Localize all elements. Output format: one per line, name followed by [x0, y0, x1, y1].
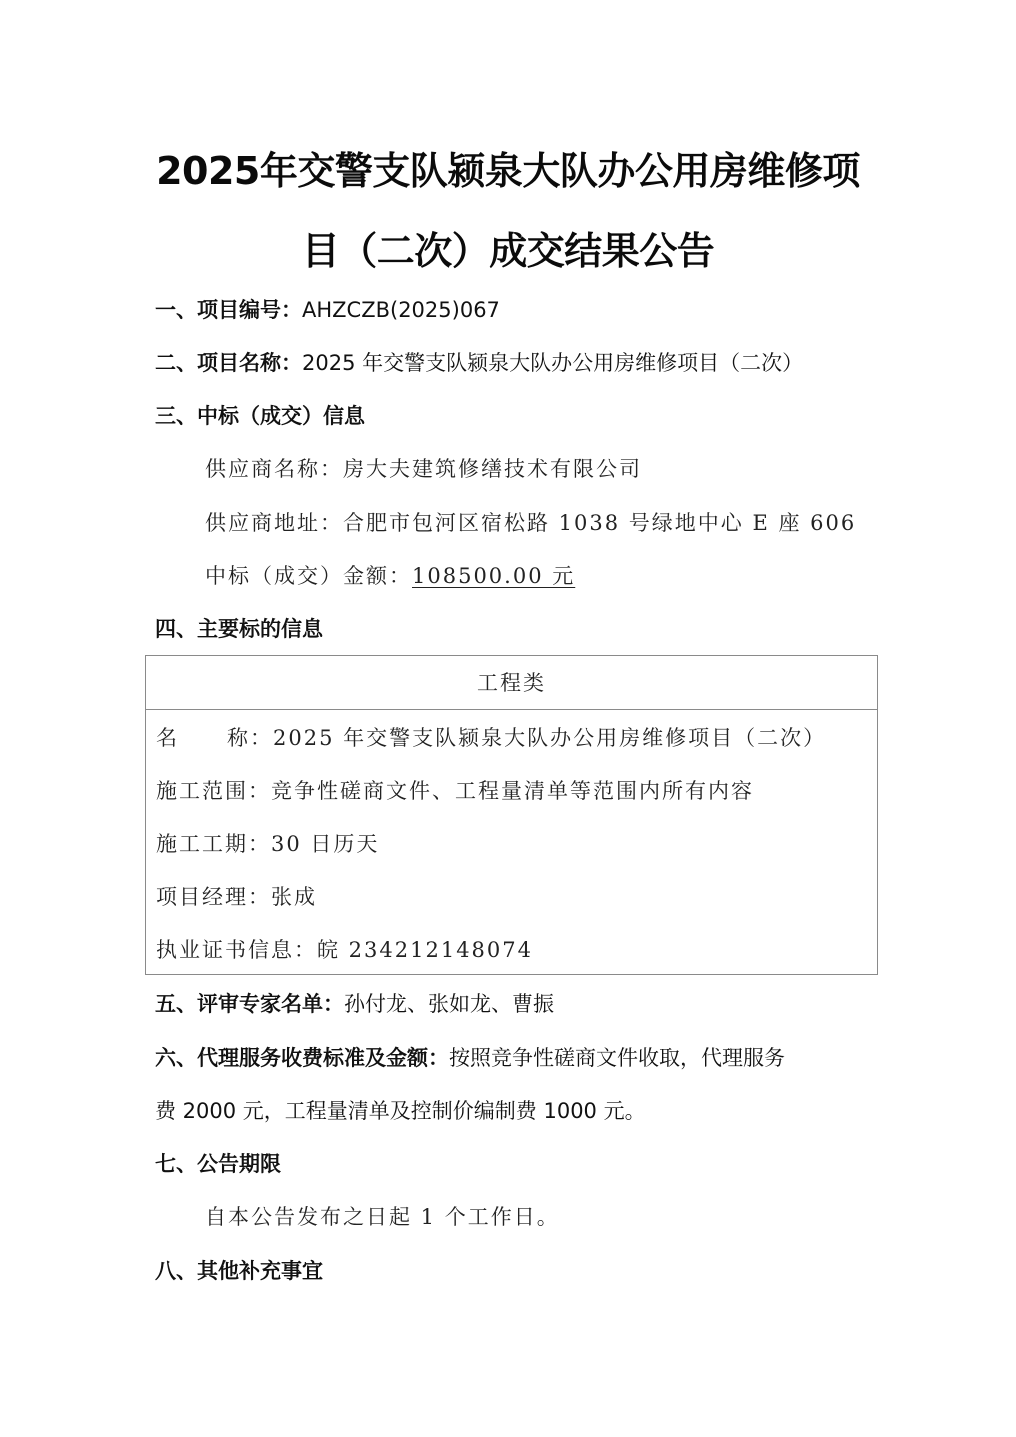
subject-info-table — [145, 655, 878, 975]
section-project-number — [155, 296, 500, 324]
manager-value: 张成 — [271, 885, 317, 909]
table-row-certificate — [156, 936, 533, 964]
section-agency-fee-continued — [155, 1097, 646, 1125]
supplier-name-value: 房大夫建筑修缮技术有限公司 — [343, 457, 642, 481]
section-agency-fee — [155, 1044, 785, 1072]
project-name-value: 2025 年交警支队颍泉大队办公用房维修项目（二次） — [302, 351, 804, 375]
section-main-subject-heading — [155, 615, 323, 643]
award-amount-label: 中标（成交）金额： — [205, 564, 412, 588]
scope-value: 竞争性磋商文件、工程量清单等范围内所有内容 — [271, 779, 754, 803]
section-review-experts — [155, 990, 554, 1018]
award-amount-line — [205, 562, 575, 590]
table-row-manager — [156, 883, 317, 911]
manager-label: 项目经理： — [156, 885, 271, 909]
name-label-part-b: 称： — [227, 726, 273, 750]
certificate-value: 皖 234212148074 — [317, 938, 534, 962]
award-amount-value: 108500.00 元 — [412, 564, 576, 588]
project-name-label: 二、项目名称： — [155, 351, 302, 375]
section-notice-period-heading — [155, 1150, 281, 1178]
notice-period-value: 自本公告发布之日起 1 个工作日。 — [205, 1205, 560, 1229]
period-value: 30 日历天 — [271, 832, 380, 856]
other-matters-label: 八、其他补充事宜 — [155, 1259, 323, 1283]
award-info-label: 三、中标（成交）信息 — [155, 404, 365, 428]
review-experts-value: 孙付龙、张如龙、曹振 — [344, 992, 554, 1016]
agency-fee-value-line-1: 按照竞争性磋商文件收取，代理服务 — [449, 1046, 785, 1070]
review-experts-label: 五、评审专家名单： — [155, 992, 344, 1016]
supplier-address-label: 供应商地址： — [205, 511, 343, 535]
scope-label: 施工范围： — [156, 779, 271, 803]
document-title-line-2: 目（二次）成交结果公告 — [301, 229, 715, 273]
name-value: 2025 年交警支队颍泉大队办公用房维修项目（二次） — [273, 726, 827, 750]
period-label: 施工工期： — [156, 832, 271, 856]
table-row-period — [156, 830, 379, 858]
name-label-part-a: 名 — [156, 726, 179, 750]
section-award-info-heading — [155, 402, 365, 430]
supplier-address-line — [205, 509, 856, 537]
project-number-label: 一、项目编号： — [155, 298, 302, 322]
certificate-label: 执业证书信息： — [156, 938, 317, 962]
project-number-value: AHZCZB(2025)067 — [302, 298, 500, 322]
notice-period-label: 七、公告期限 — [155, 1152, 281, 1176]
agency-fee-value-line-2: 费 2000 元，工程量清单及控制价编制费 1000 元。 — [155, 1099, 646, 1123]
table-row-name — [156, 724, 826, 752]
supplier-name-line — [205, 455, 642, 483]
supplier-name-label: 供应商名称： — [205, 457, 343, 481]
agency-fee-label: 六、代理服务收费标准及金额： — [155, 1046, 449, 1070]
section-project-name — [155, 349, 803, 377]
section-other-matters-heading — [155, 1257, 323, 1285]
table-row-scope — [156, 777, 754, 805]
table-header-engineering-type: 工程类 — [146, 656, 877, 710]
main-subject-label: 四、主要标的信息 — [155, 617, 323, 641]
document-title-line-1: 2025年交警支队颍泉大队办公用房维修项 — [156, 149, 860, 193]
supplier-address-value: 合肥市包河区宿松路 1038 号绿地中心 E 座 606 — [343, 511, 857, 535]
